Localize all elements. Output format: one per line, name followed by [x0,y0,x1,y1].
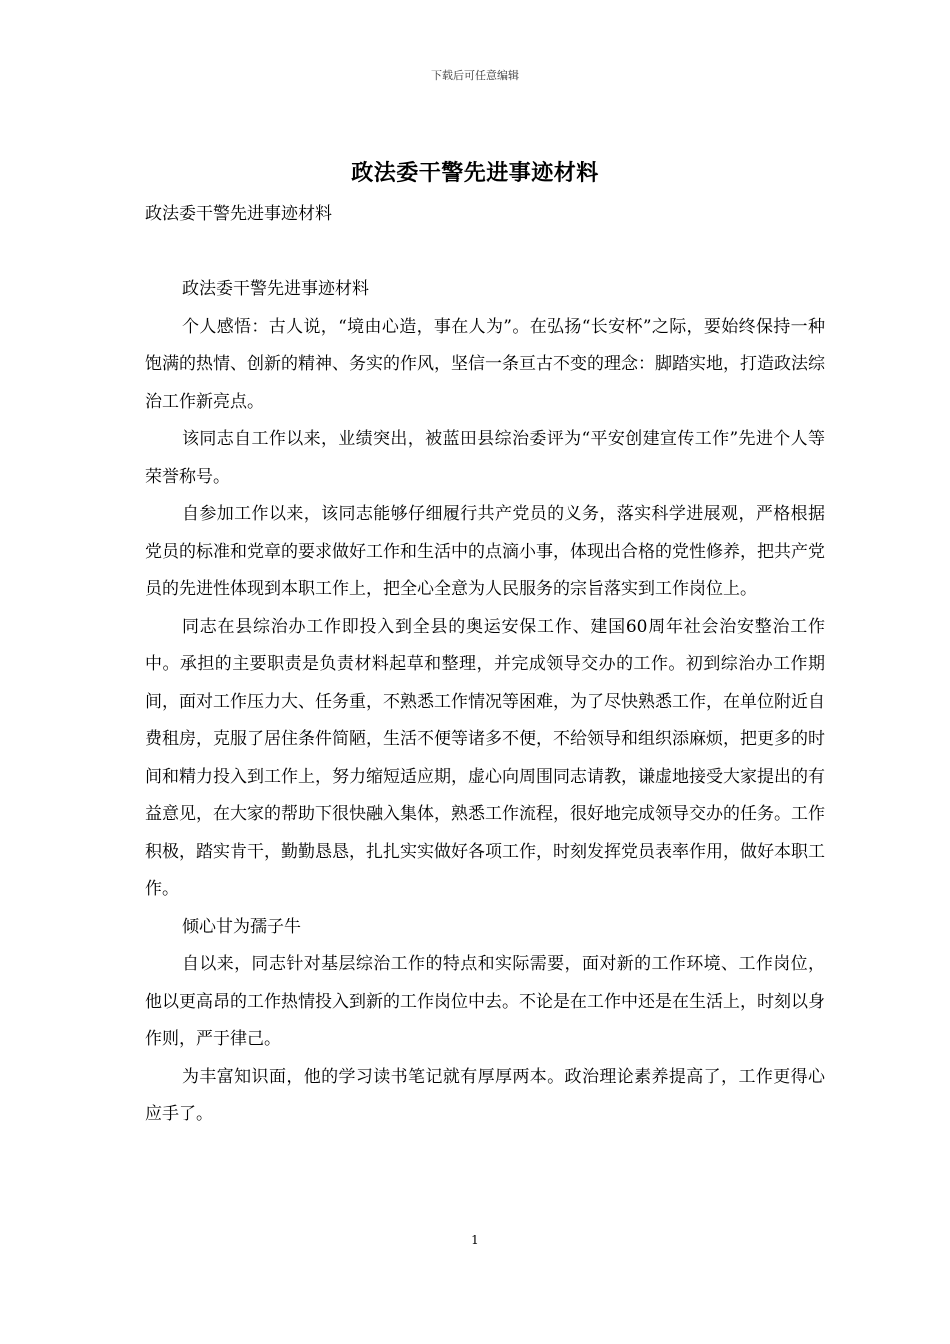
paragraph: 个人感悟：古人说，“境由心造，事在人为”。在弘扬“长安杯”之际，要始终保持一种饱满的热情、创新的精神、务实的作风，坚信一条亘古不变的理念：脚踏实地，打造政法综治工作新亮点。 [145,316,825,412]
document-body [145,196,825,1134]
document-title: 政法委干警先进事迹材料 [351,160,599,186]
page-number: 1 [471,1233,479,1247]
paragraph: 该同志自工作以来，业绩突出，被蓝田县综治委评为“平安创建宣传工作”先进个人等荣誉称号。 [145,429,825,487]
blank-line [145,234,825,272]
paragraph: 政法委干警先进事迹材料 [182,279,369,299]
document-subtitle: 政法委干警先进事迹材料 [145,204,332,224]
paragraph: 自以来，同志针对基层综治工作的特点和实际需要，面对新的工作环境、工作岗位，他以更高昂的工作热情投入到新的工作岗位中去。不论是在工作中还是在生活上，时刻以身作则，严于律己。 [145,954,825,1049]
page-header-note: 下载后可任意编辑 [431,69,519,82]
paragraph: 自参加工作以来，该同志能够仔细履行共产党员的义务，落实科学进展观，严格根据党员的标准和党章的要求做好工作和生活中的点滴小事，体现出合格的党性修养，把共产党员的先进性体现到本职工作上，把全心全意为人民服务的宗旨落实到工作岗位上。 [145,504,825,599]
section-heading: 倾心甘为孺子牛 [182,916,301,937]
paragraph: 为丰富知识面，他的学习读书笔记就有厚厚两本。政治理论素养提高了，工作更得心应手了。 [145,1066,825,1124]
paragraph: 同志在县综治办工作即投入到全县的奥运安保工作、建国60周年社会治安整治工作中。承担的主要职责是负责材料起草和整理，并完成领导交办的工作。初到综治办工作期间，面对工作压力大、任务重，不熟悉工作情况等困难，为了尽快熟悉工作，在单位附近自费租房，克服了居住条件简陋，生活不便等诸多不便，不给领导和组织添麻烦，把更多的时间和精力投入到工作上，努力缩短适应期，虚心向周围同志请教，谦虚地接受大家提出的有益意见，在大家的帮助下很快融入集体，熟悉工作流程，很好地完成领导交办的任务。工作积极，踏实肯干，勤勤恳恳，扎扎实实做好各项工作，时刻发挥党员表率作用，做好本职工作。 [145,616,825,899]
